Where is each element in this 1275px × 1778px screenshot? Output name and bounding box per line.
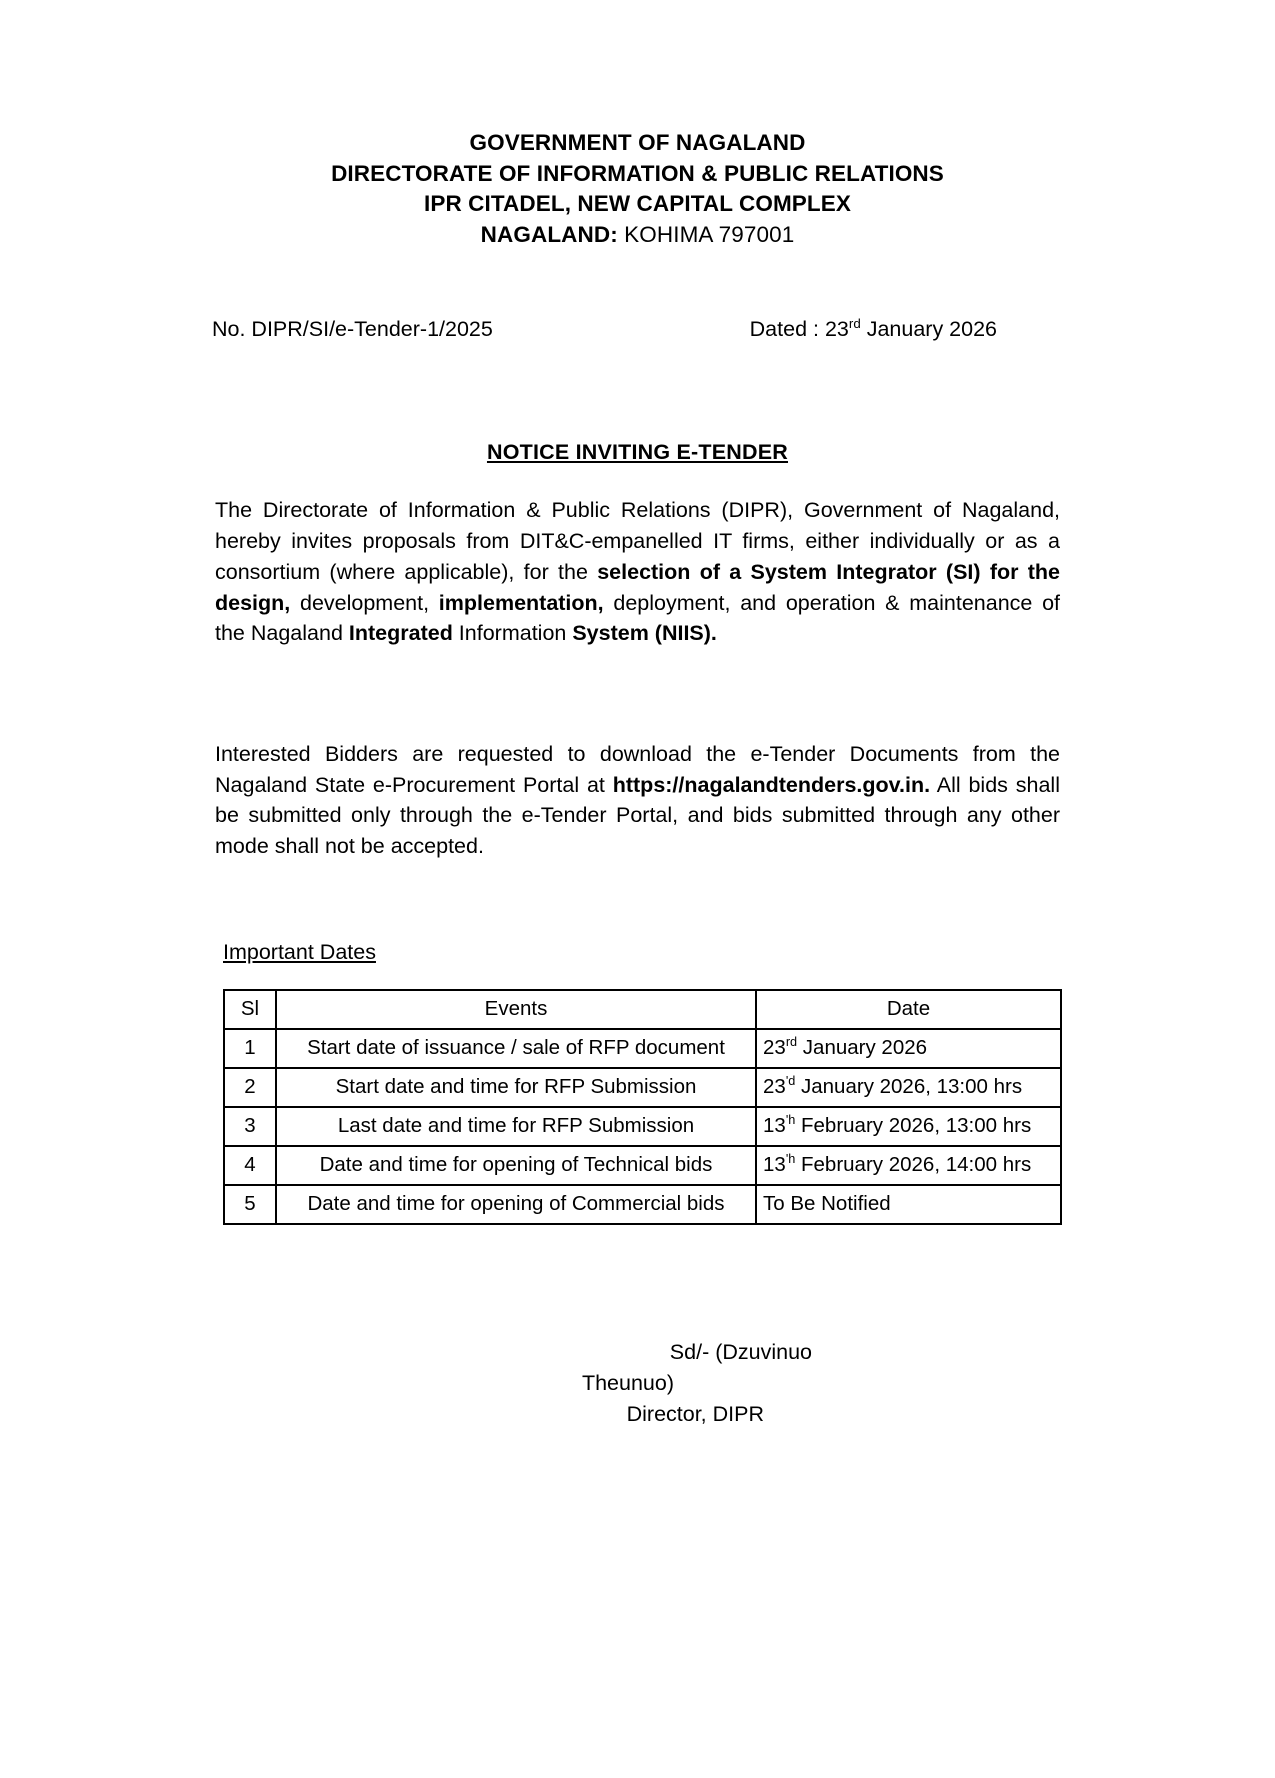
important-dates-heading: Important Dates	[223, 939, 376, 964]
row-date	[756, 1185, 1061, 1224]
row-date-day: To Be Notified	[763, 1192, 891, 1216]
letterhead-line-directorate: DIRECTORATE OF INFORMATION & PUBLIC RELATIONS	[331, 160, 944, 186]
row-date-rest: February 2026, 14:00 hrs	[795, 1153, 1032, 1177]
row-date-ordinal: 'h	[785, 1112, 796, 1128]
table-row	[224, 1029, 1061, 1068]
row-date	[756, 1146, 1061, 1185]
row-date-ordinal: rd	[785, 1034, 798, 1050]
row-date	[756, 1029, 1061, 1068]
row-date-rest: January 2026, 13:00 hrs	[795, 1075, 1023, 1099]
row-sl: 1	[224, 1029, 276, 1068]
reference-row	[0, 316, 1275, 344]
paragraph1-segment-5: deployment, and operation & maintenance of the Nagaland	[215, 590, 1061, 646]
table-row	[224, 1068, 1061, 1107]
column-header-events: Events	[276, 990, 756, 1029]
document-date-ordinal: rd	[848, 316, 861, 332]
letterhead-line-address: IPR CITADEL, NEW CAPITAL COMPLEX	[424, 191, 851, 217]
document-page	[0, 128, 1275, 1778]
signature-block	[215, 1337, 1060, 1431]
paragraph1-segment-7: Information	[452, 621, 573, 646]
reference-number: No. DIPR/SI/e-Tender-1/2025	[212, 317, 493, 342]
row-date-day: 13	[763, 1114, 786, 1138]
paragraph1-segment-1: The Directorate of Information & Public Relations (DIPR), Government of Nagaland, hereby invites proposals from DIT&C-empanelled IT firms, either individually or as a consortium (where applicable), for the	[215, 498, 1060, 584]
row-date-rest: January 2026	[797, 1036, 928, 1060]
row-sl: 4	[224, 1146, 276, 1185]
document-date-suffix: January 2026	[860, 317, 997, 342]
row-event: Start date of issuance / sale of RFP document	[276, 1029, 756, 1068]
row-sl: 2	[224, 1068, 276, 1107]
paragraph1-bold-implementation: implementation,	[438, 590, 604, 615]
row-date-day: 23	[763, 1075, 786, 1099]
table-row	[224, 1146, 1061, 1185]
letterhead	[0, 128, 1275, 250]
paragraph-invitation	[215, 495, 1060, 649]
signatory-designation: Director, DIPR	[626, 1402, 764, 1427]
document-date-prefix: Dated : 23	[749, 317, 849, 342]
paragraph1-bold-integrated: Integrated	[348, 621, 453, 646]
important-dates-table	[223, 989, 1062, 1225]
paragraph1-bold-selection: selection of a System Integrator (SI) for the design,	[215, 559, 1061, 615]
letterhead-line-government: GOVERNMENT OF NAGALAND	[469, 130, 806, 155]
signatory-name-line1: Sd/- (Dzuvinuo	[669, 1339, 812, 1364]
portal-url: https://nagalandtenders.gov.in.	[612, 772, 931, 797]
row-date-day: 23	[763, 1036, 786, 1060]
paragraph1-segment-3: development,	[290, 590, 439, 615]
important-dates-section	[215, 862, 1060, 1225]
letterhead-city-value: KOHIMA 797001	[617, 221, 795, 247]
row-date-day: 13	[763, 1153, 786, 1177]
paragraph2-segment-3: All bids shall be submitted only through the e-Tender Portal, and bids submitted through any other mode shall not be accepted.	[215, 772, 1060, 859]
row-date-ordinal: 'h	[785, 1151, 796, 1167]
column-header-sl: Sl	[224, 990, 276, 1029]
row-event: Date and time for opening of Commercial bids	[276, 1185, 756, 1224]
table-row	[224, 1185, 1061, 1224]
paragraph1-bold-system-niis: System (NIIS).	[572, 621, 717, 646]
row-date-rest: February 2026, 13:00 hrs	[795, 1114, 1032, 1138]
row-date-ordinal: 'd	[785, 1073, 796, 1089]
table-header-row	[224, 990, 1061, 1029]
row-event: Date and time for opening of Technical bids	[276, 1146, 756, 1185]
letterhead-state-label: NAGALAND:	[480, 221, 618, 247]
row-sl: 5	[224, 1185, 276, 1224]
signatory-name-line2: Theunuo)	[581, 1371, 674, 1396]
letterhead-line-city	[0, 220, 1275, 251]
paragraph-bidders	[215, 739, 1060, 862]
row-event: Start date and time for RFP Submission	[276, 1068, 756, 1107]
row-date	[756, 1068, 1061, 1107]
document-date	[750, 316, 997, 344]
document-body	[215, 495, 1060, 1430]
row-date	[756, 1107, 1061, 1146]
row-sl: 3	[224, 1107, 276, 1146]
paragraph2-segment-1: Interested Bidders are requested to download the e-Tender Documents from the Nagaland State e-Procurement Portal at	[215, 741, 1060, 797]
table-row	[224, 1107, 1061, 1146]
column-header-date: Date	[756, 990, 1061, 1029]
row-event: Last date and time for RFP Submission	[276, 1107, 756, 1146]
page-title: NOTICE INVITING E-TENDER	[486, 440, 789, 465]
